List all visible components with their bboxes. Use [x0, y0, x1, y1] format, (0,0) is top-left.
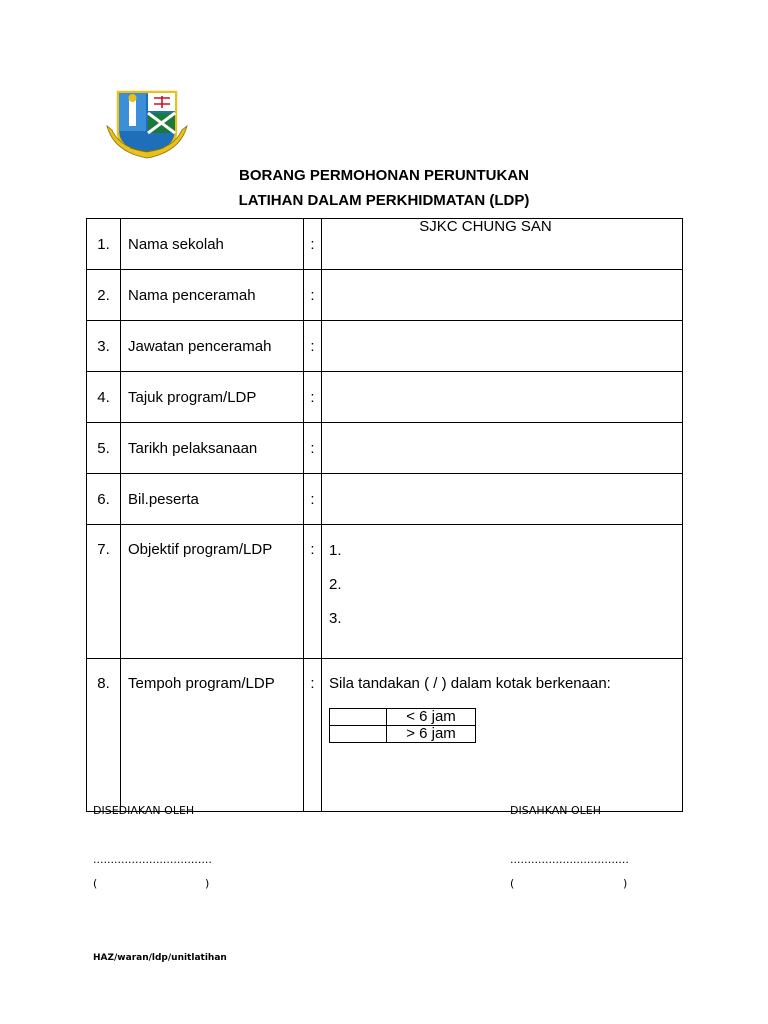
speaker-position-field[interactable]	[322, 321, 683, 372]
row-number: 4.	[87, 372, 121, 423]
school-crest-logo	[104, 86, 190, 162]
form-row-program-title	[87, 372, 683, 423]
row-number: 2.	[87, 270, 121, 321]
duration-under-6h-label: < 6 jam	[387, 709, 476, 726]
row-label: Bil.peserta	[121, 474, 304, 525]
duration-checkbox-table	[329, 708, 476, 743]
duration-over-6h-checkbox[interactable]	[330, 726, 387, 743]
objective-item-3: 3.	[329, 610, 342, 627]
row-colon: :	[304, 321, 322, 372]
row-number: 7.	[87, 525, 121, 659]
row-colon: :	[304, 474, 322, 525]
row-colon: :	[304, 270, 322, 321]
speaker-name-field[interactable]	[322, 270, 683, 321]
objective-item-2: 2.	[329, 576, 342, 593]
row-colon: :	[304, 423, 322, 474]
document-reference-footer: HAZ/waran/ldp/unitlatihan	[93, 953, 227, 963]
row-number: 1.	[87, 219, 121, 270]
form-row-objectives	[87, 525, 683, 659]
participant-count-field[interactable]	[322, 474, 683, 525]
approved-by-signature-line[interactable]: ..................................	[510, 853, 629, 866]
school-name-field[interactable]	[322, 219, 683, 270]
form-row-duration	[87, 659, 683, 812]
row-number: 3.	[87, 321, 121, 372]
row-colon: :	[304, 525, 322, 659]
row-label: Tajuk program/LDP	[121, 372, 304, 423]
approved-by-name-open-paren: (	[510, 877, 515, 890]
approved-by-label: DISAHKAN OLEH	[510, 804, 601, 817]
row-label: Nama penceramah	[121, 270, 304, 321]
duration-instruction: Sila tandakan ( / ) dalam kotak berkenaan:	[329, 675, 611, 692]
prepared-by-name-open-paren: (	[93, 877, 98, 890]
form-row-participant-count	[87, 474, 683, 525]
school-name-value: SJKC CHUNG SAN	[419, 218, 552, 235]
row-number: 6.	[87, 474, 121, 525]
row-label: Objektif program/LDP	[121, 525, 304, 659]
row-colon: :	[304, 659, 322, 812]
objectives-field[interactable]	[322, 525, 683, 659]
prepared-by-name-close-paren: )	[205, 877, 210, 890]
row-colon: :	[304, 372, 322, 423]
implementation-date-field[interactable]	[322, 423, 683, 474]
duration-field	[322, 659, 683, 812]
row-label: Tempoh program/LDP	[121, 659, 304, 812]
row-label: Jawatan penceramah	[121, 321, 304, 372]
row-number: 5.	[87, 423, 121, 474]
duration-under-6h-checkbox[interactable]	[330, 709, 387, 726]
duration-over-6h-label: > 6 jam	[387, 726, 476, 743]
application-form-table	[86, 218, 683, 812]
approved-by-name-close-paren: )	[623, 877, 628, 890]
row-label: Tarikh pelaksanaan	[121, 423, 304, 474]
form-row-speaker-position	[87, 321, 683, 372]
form-title-line1: BORANG PERMOHONAN PERUNTUKAN	[238, 167, 529, 184]
row-label: Nama sekolah	[121, 219, 304, 270]
program-title-field[interactable]	[322, 372, 683, 423]
form-title-line2: LATIHAN DALAM PERKHIDMATAN (LDP)	[238, 192, 530, 209]
objective-item-1: 1.	[329, 542, 342, 559]
row-number: 8.	[87, 659, 121, 812]
prepared-by-label: DISEDIAKAN OLEH	[93, 804, 195, 817]
form-row-implementation-date	[87, 423, 683, 474]
form-row-speaker-name	[87, 270, 683, 321]
form-row-school-name	[87, 219, 683, 270]
row-colon: :	[304, 219, 322, 270]
prepared-by-signature-line[interactable]: ..................................	[93, 853, 212, 866]
